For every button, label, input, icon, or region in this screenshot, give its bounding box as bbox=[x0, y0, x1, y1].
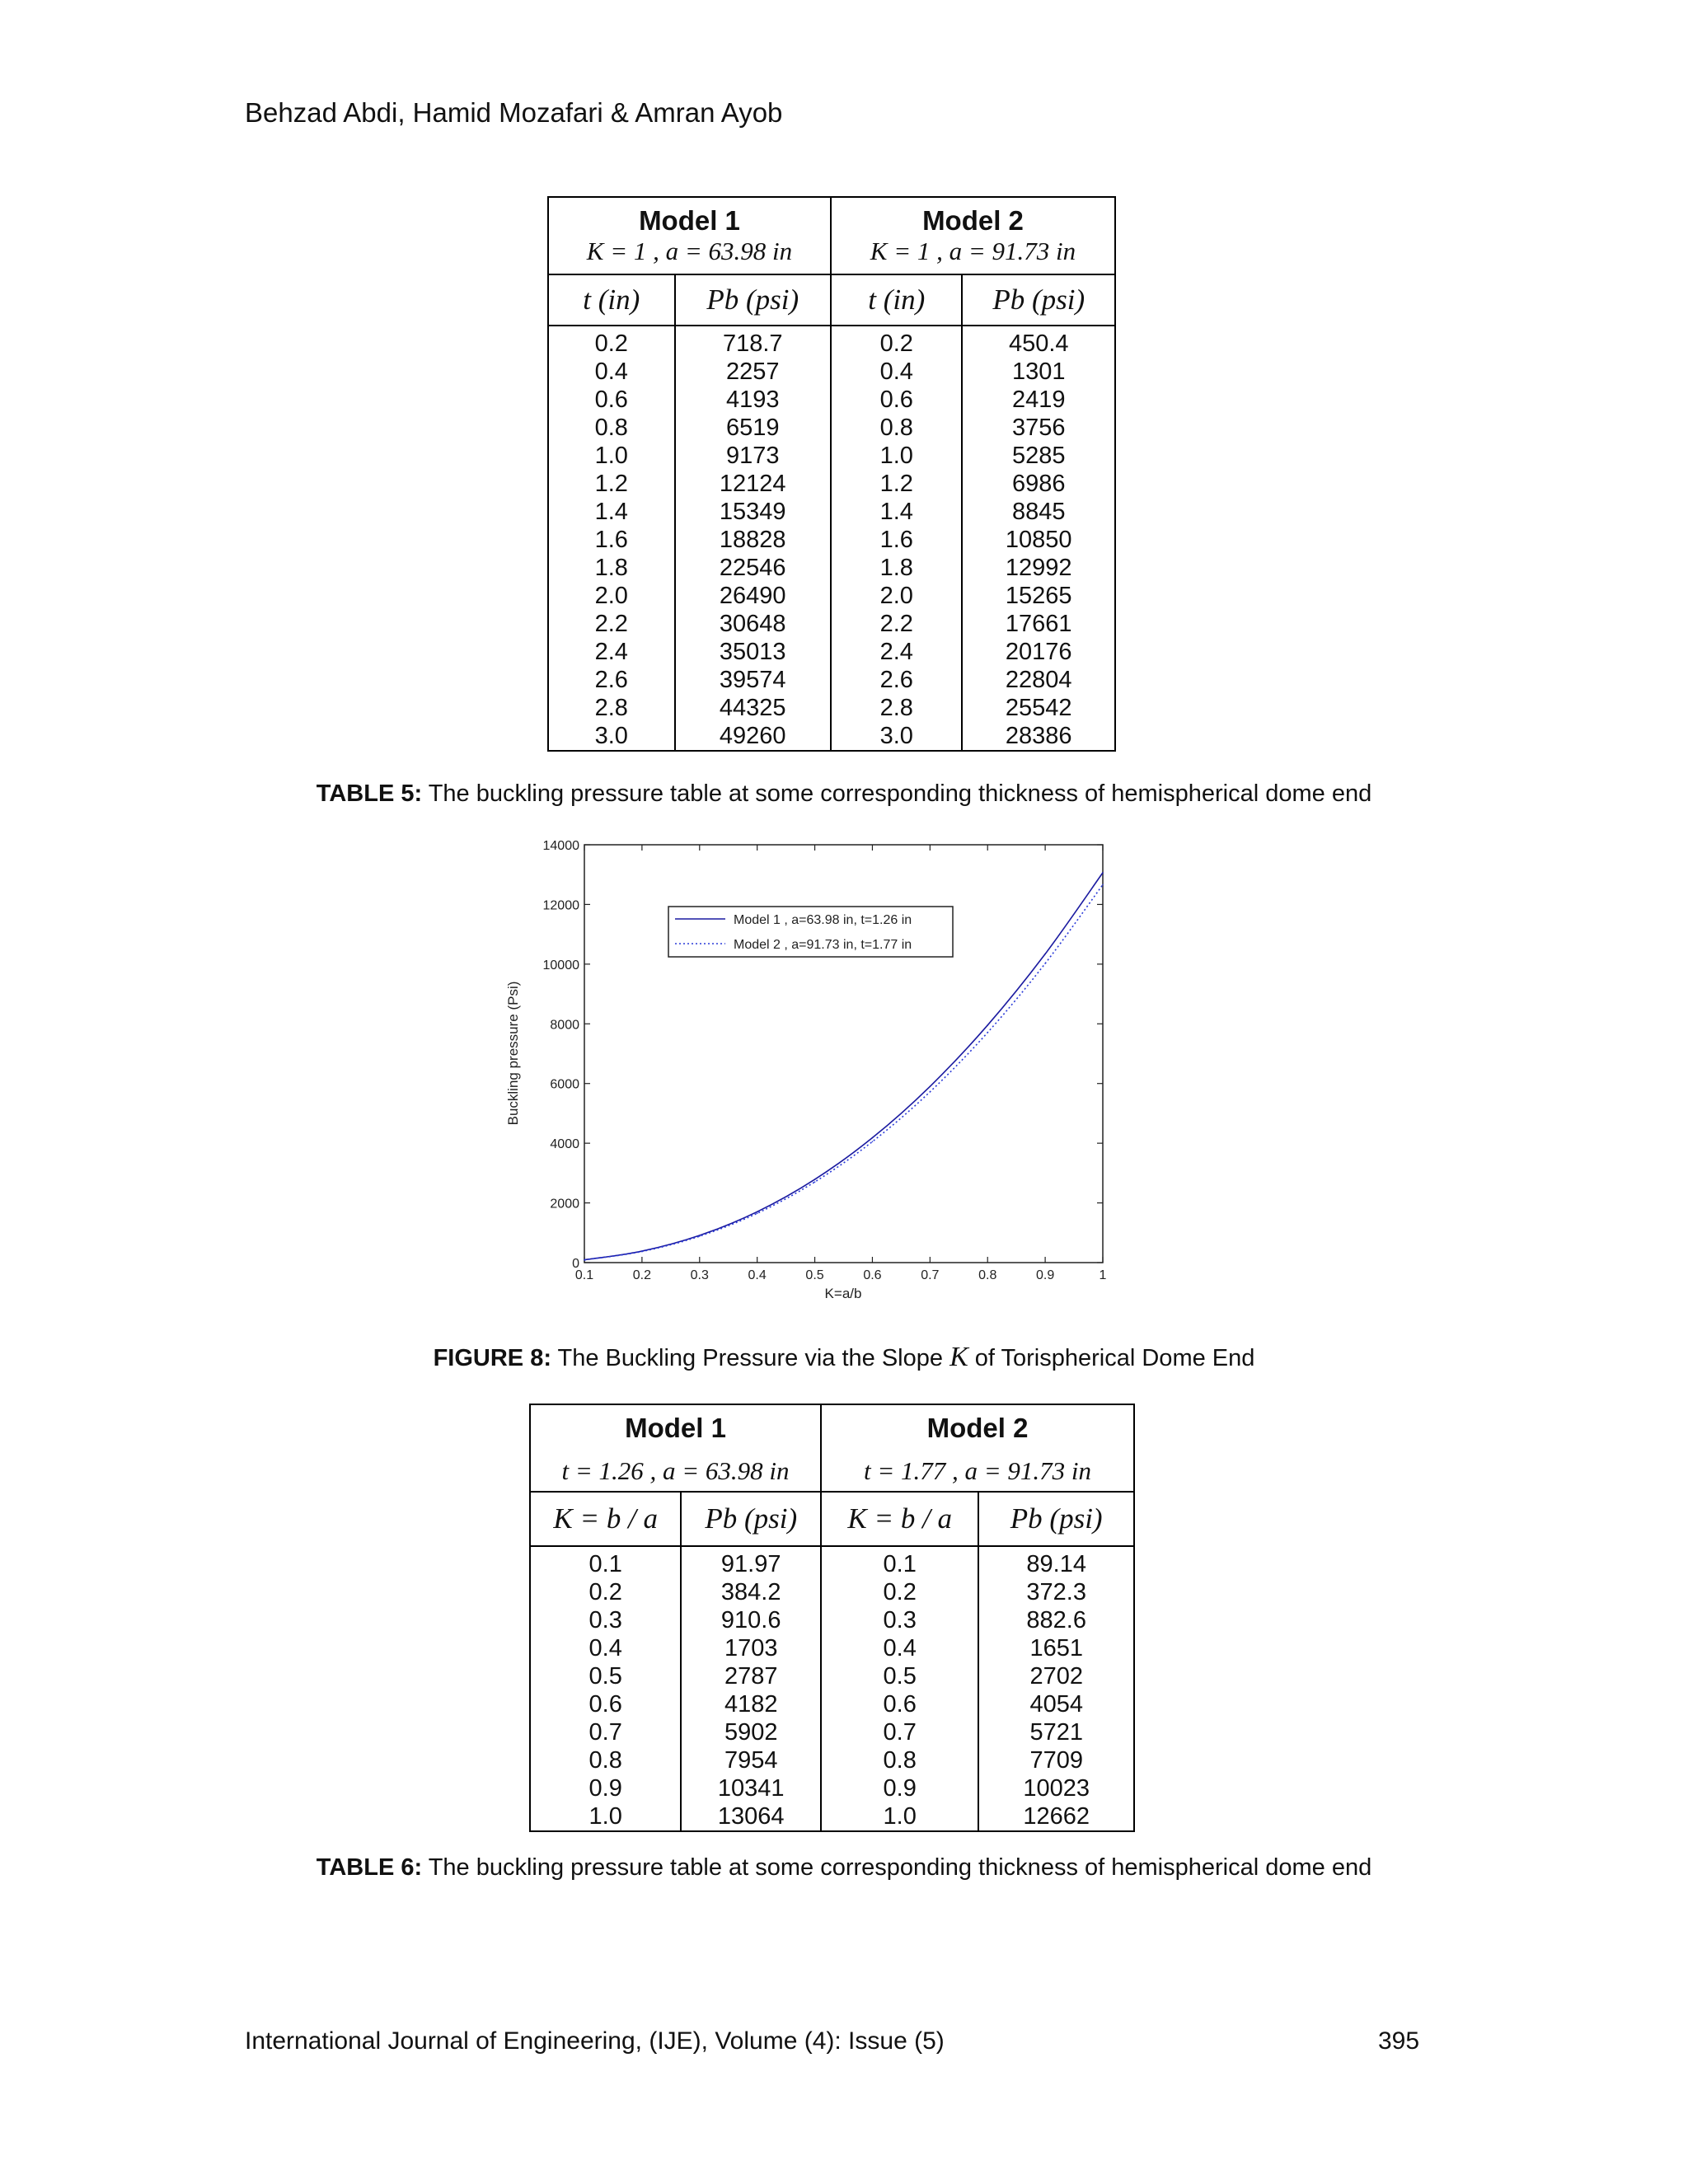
table5-cell: 2.8 bbox=[831, 694, 962, 722]
model1-data-point bbox=[987, 1024, 988, 1026]
table6-cell: 0.1 bbox=[530, 1546, 681, 1578]
table-6 bbox=[529, 1404, 1135, 1832]
table5-cell: 2.2 bbox=[831, 610, 962, 638]
table-row bbox=[530, 1606, 1134, 1634]
table-row bbox=[548, 666, 1115, 694]
table5-cell: 26490 bbox=[675, 582, 831, 610]
table5-caption-label: TABLE 5: bbox=[316, 780, 423, 807]
table6-cell: 1.0 bbox=[530, 1802, 681, 1831]
table6-cell: 0.7 bbox=[821, 1718, 978, 1746]
journal-footer: International Journal of Engineering, (IJE), Volume (4): Issue (5) bbox=[245, 2027, 945, 2055]
table5-cell: 25542 bbox=[962, 694, 1115, 722]
model2-data-point bbox=[814, 1181, 816, 1183]
table5-cell: 15349 bbox=[675, 498, 831, 526]
table6-cell: 4054 bbox=[978, 1690, 1134, 1718]
table5-col-t2: t (in) bbox=[831, 274, 962, 326]
table5-cell: 49260 bbox=[675, 722, 831, 751]
model2-data-point bbox=[584, 1259, 585, 1261]
table5-model1-header bbox=[548, 197, 831, 274]
table5-col-p2: Pb (psi) bbox=[962, 274, 1115, 326]
x-tick-label: 0.3 bbox=[690, 1268, 709, 1282]
table5-cell: 2.4 bbox=[548, 638, 675, 666]
x-axis-label: K=a/b bbox=[824, 1286, 862, 1301]
table5-cell: 12124 bbox=[675, 470, 831, 498]
table-row bbox=[530, 1802, 1134, 1831]
table6-cell: 2787 bbox=[681, 1662, 821, 1690]
table6-cell: 372.3 bbox=[978, 1578, 1134, 1606]
table5-cell: 6519 bbox=[675, 414, 831, 442]
figure8-caption-post: of Torispherical Dome End bbox=[968, 1345, 1255, 1371]
table6-model2-params: t = 1.77 , a = 91.73 in bbox=[863, 1456, 1092, 1485]
table5-cell: 28386 bbox=[962, 722, 1115, 751]
model1-data-point bbox=[872, 1137, 874, 1139]
x-tick-label: 0.8 bbox=[978, 1268, 997, 1282]
table-row bbox=[548, 582, 1115, 610]
x-tick-label: 0.2 bbox=[632, 1268, 652, 1282]
table6-col-k1: K = b / a bbox=[530, 1492, 681, 1546]
table5-col-p1: Pb (psi) bbox=[675, 274, 831, 326]
table-row bbox=[530, 1774, 1134, 1802]
table5-cell: 0.6 bbox=[548, 386, 675, 414]
table5-cell: 35013 bbox=[675, 638, 831, 666]
table-row bbox=[548, 386, 1115, 414]
table-row bbox=[548, 414, 1115, 442]
table6-model1-params-cell bbox=[530, 1451, 821, 1492]
table5-cell: 12992 bbox=[962, 554, 1115, 582]
table5-body bbox=[548, 326, 1115, 751]
table5-cell: 2.0 bbox=[831, 582, 962, 610]
model2-data-point bbox=[930, 1091, 931, 1093]
legend bbox=[668, 907, 953, 957]
table5-cell: 10850 bbox=[962, 526, 1115, 554]
table6-model2-title: Model 2 bbox=[926, 1413, 1029, 1443]
table6-cell: 7954 bbox=[681, 1746, 821, 1774]
table6-cell: 0.3 bbox=[821, 1606, 978, 1634]
table5-cell: 2419 bbox=[962, 386, 1115, 414]
table5-cell: 1.8 bbox=[548, 554, 675, 582]
table6-caption bbox=[0, 1854, 1688, 1882]
table-row bbox=[530, 1718, 1134, 1746]
model2-data-point bbox=[987, 1032, 988, 1033]
table5-cell: 3.0 bbox=[548, 722, 675, 751]
table6-cell: 0.8 bbox=[530, 1746, 681, 1774]
y-tick-label: 4000 bbox=[550, 1137, 579, 1152]
table6-cell: 384.2 bbox=[681, 1578, 821, 1606]
table5-caption-text: The buckling pressure table at some corresponding thickness of hemispherical dome end bbox=[422, 780, 1372, 807]
table5-cell: 9173 bbox=[675, 442, 831, 470]
model2-data-point bbox=[641, 1251, 643, 1253]
table5-cell: 1.6 bbox=[831, 526, 962, 554]
table-row bbox=[548, 470, 1115, 498]
y-axis-label: Buckling pressure (Psi) bbox=[505, 981, 521, 1126]
model2-data-point bbox=[699, 1235, 701, 1237]
y-tick-label: 8000 bbox=[550, 1018, 579, 1033]
table6-cell: 2702 bbox=[978, 1662, 1134, 1690]
y-tick-label: 2000 bbox=[550, 1197, 579, 1212]
table-row bbox=[530, 1634, 1134, 1662]
table5-cell: 2.6 bbox=[548, 666, 675, 694]
table-row bbox=[548, 526, 1115, 554]
table5-cell: 3756 bbox=[962, 414, 1115, 442]
table5-cell: 1301 bbox=[962, 358, 1115, 386]
table5-cell: 2257 bbox=[675, 358, 831, 386]
table6-col-k2: K = b / a bbox=[821, 1492, 978, 1546]
table5-cell: 2.8 bbox=[548, 694, 675, 722]
table6-col-p1: Pb (psi) bbox=[681, 1492, 821, 1546]
model1-data-point bbox=[757, 1212, 758, 1213]
table5-cell: 3.0 bbox=[831, 722, 962, 751]
table6-cell: 0.2 bbox=[821, 1578, 978, 1606]
table6-col-p2: Pb (psi) bbox=[978, 1492, 1134, 1546]
table-row bbox=[530, 1746, 1134, 1774]
y-tick-label: 0 bbox=[572, 1257, 579, 1271]
table6-cell: 0.9 bbox=[530, 1774, 681, 1802]
table6-model2-header bbox=[821, 1404, 1134, 1451]
table6-cell: 0.6 bbox=[821, 1690, 978, 1718]
table5-cell: 1.8 bbox=[831, 554, 962, 582]
table5-cell: 1.6 bbox=[548, 526, 675, 554]
table5-cell: 20176 bbox=[962, 638, 1115, 666]
table5-cell: 18828 bbox=[675, 526, 831, 554]
table-row bbox=[530, 1546, 1134, 1578]
table5-model1-title: Model 1 bbox=[639, 205, 740, 236]
table5-cell: 2.4 bbox=[831, 638, 962, 666]
model2-data-point bbox=[757, 1212, 758, 1214]
table5-model2-header bbox=[831, 197, 1115, 274]
model1-data-point bbox=[814, 1179, 816, 1180]
table-row bbox=[548, 638, 1115, 666]
table6-cell: 1.0 bbox=[821, 1802, 978, 1831]
model2-data-point bbox=[1044, 963, 1046, 964]
table-row bbox=[530, 1690, 1134, 1718]
table-row bbox=[548, 554, 1115, 582]
table6-cell: 0.7 bbox=[530, 1718, 681, 1746]
table6-cell: 5721 bbox=[978, 1718, 1134, 1746]
table6-cell: 0.2 bbox=[530, 1578, 681, 1606]
table6-cell: 0.8 bbox=[821, 1746, 978, 1774]
table6-cell: 0.4 bbox=[530, 1634, 681, 1662]
table6-cell: 89.14 bbox=[978, 1546, 1134, 1578]
model1-data-point bbox=[930, 1085, 931, 1087]
table6-cell: 4182 bbox=[681, 1690, 821, 1718]
table-row bbox=[548, 358, 1115, 386]
table5-cell: 450.4 bbox=[962, 326, 1115, 358]
legend-label-model2: Model 2 , a=91.73 in, t=1.77 in bbox=[734, 938, 912, 952]
table6-cell: 10023 bbox=[978, 1774, 1134, 1802]
table5-cell: 2.2 bbox=[548, 610, 675, 638]
table5-cell: 6986 bbox=[962, 470, 1115, 498]
x-tick-label: 0.7 bbox=[921, 1268, 940, 1282]
table5-caption bbox=[0, 780, 1688, 808]
table6-cell: 0.1 bbox=[821, 1546, 978, 1578]
table5-cell: 30648 bbox=[675, 610, 831, 638]
table-row bbox=[548, 326, 1115, 358]
table5-cell: 0.4 bbox=[548, 358, 675, 386]
table-row bbox=[530, 1578, 1134, 1606]
table6-body bbox=[530, 1546, 1134, 1831]
model2-data-point bbox=[1102, 884, 1104, 886]
table5-cell: 1.0 bbox=[548, 442, 675, 470]
model1-data-point bbox=[1044, 954, 1046, 955]
table5-cell: 0.2 bbox=[548, 326, 675, 358]
table6-cell: 5902 bbox=[681, 1718, 821, 1746]
table-5 bbox=[547, 196, 1116, 752]
figure8-caption bbox=[0, 1342, 1688, 1373]
table-row bbox=[548, 498, 1115, 526]
table5-cell: 22804 bbox=[962, 666, 1115, 694]
figure8-caption-label: FIGURE 8: bbox=[433, 1345, 551, 1371]
table5-cell: 1.2 bbox=[831, 470, 962, 498]
model1-data-point bbox=[1102, 872, 1104, 874]
table6-cell: 0.9 bbox=[821, 1774, 978, 1802]
table5-cell: 22546 bbox=[675, 554, 831, 582]
table6-cell: 7709 bbox=[978, 1746, 1134, 1774]
table6-cell: 12662 bbox=[978, 1802, 1134, 1831]
table6-cell: 910.6 bbox=[681, 1606, 821, 1634]
y-tick-label: 14000 bbox=[542, 839, 579, 853]
table6-caption-label: TABLE 6: bbox=[316, 1854, 423, 1881]
x-tick-label: 0.1 bbox=[574, 1268, 594, 1282]
table-row bbox=[548, 442, 1115, 470]
table6-cell: 1651 bbox=[978, 1634, 1134, 1662]
table6-cell: 0.6 bbox=[530, 1690, 681, 1718]
table6-cell: 0.5 bbox=[530, 1662, 681, 1690]
table5-model1-params: K = 1 , a = 63.98 in bbox=[586, 237, 793, 265]
table6-model1-params: t = 1.26 , a = 63.98 in bbox=[561, 1456, 790, 1485]
table6-cell: 0.3 bbox=[530, 1606, 681, 1634]
table5-cell: 4193 bbox=[675, 386, 831, 414]
table6-model2-params-cell bbox=[821, 1451, 1134, 1492]
table6-cell: 13064 bbox=[681, 1802, 821, 1831]
table5-cell: 5285 bbox=[962, 442, 1115, 470]
table5-cell: 718.7 bbox=[675, 326, 831, 358]
table-row bbox=[548, 722, 1115, 751]
table5-cell: 15265 bbox=[962, 582, 1115, 610]
legend-label-model1: Model 1 , a=63.98 in, t=1.26 in bbox=[734, 913, 912, 927]
x-tick-label: 0.5 bbox=[805, 1268, 824, 1282]
table5-model2-params: K = 1 , a = 91.73 in bbox=[870, 237, 1076, 265]
table5-cell: 0.8 bbox=[548, 414, 675, 442]
table6-model1-header bbox=[530, 1404, 821, 1451]
table5-cell: 2.6 bbox=[831, 666, 962, 694]
table5-cell: 39574 bbox=[675, 666, 831, 694]
table-row bbox=[548, 610, 1115, 638]
running-header: Behzad Abdi, Hamid Mozafari & Amran Ayob bbox=[245, 97, 783, 128]
table5-cell: 0.6 bbox=[831, 386, 962, 414]
x-tick-label: 1 bbox=[1099, 1268, 1107, 1282]
x-tick-label: 0.6 bbox=[863, 1268, 882, 1282]
page-number: 395 bbox=[1378, 2027, 1420, 2055]
figure8-chart bbox=[503, 832, 1121, 1319]
table5-cell: 8845 bbox=[962, 498, 1115, 526]
table5-cell: 1.4 bbox=[831, 498, 962, 526]
y-tick-label: 10000 bbox=[542, 958, 579, 972]
table6-cell: 91.97 bbox=[681, 1546, 821, 1578]
table5-cell: 0.2 bbox=[831, 326, 962, 358]
table5-cell: 0.8 bbox=[831, 414, 962, 442]
table6-caption-text: The buckling pressure table at some corresponding thickness of hemispherical dome end bbox=[422, 1854, 1372, 1881]
table5-cell: 0.4 bbox=[831, 358, 962, 386]
table6-cell: 1703 bbox=[681, 1634, 821, 1662]
table6-cell: 882.6 bbox=[978, 1606, 1134, 1634]
table6-cell: 0.4 bbox=[821, 1634, 978, 1662]
x-tick-label: 0.4 bbox=[748, 1268, 767, 1282]
figure8-caption-k: K bbox=[950, 1342, 968, 1372]
table5-cell: 2.0 bbox=[548, 582, 675, 610]
y-tick-label: 6000 bbox=[550, 1077, 579, 1092]
table5-cell: 17661 bbox=[962, 610, 1115, 638]
table-row bbox=[548, 694, 1115, 722]
table5-model2-title: Model 2 bbox=[922, 205, 1024, 236]
model2-data-point bbox=[872, 1141, 874, 1142]
table5-col-t1: t (in) bbox=[548, 274, 675, 326]
table6-cell: 10341 bbox=[681, 1774, 821, 1802]
y-tick-label: 12000 bbox=[542, 898, 579, 913]
table6-cell: 0.5 bbox=[821, 1662, 978, 1690]
table5-cell: 1.2 bbox=[548, 470, 675, 498]
figure8-caption-pre: The Buckling Pressure via the Slope bbox=[551, 1345, 950, 1371]
table-row bbox=[530, 1662, 1134, 1690]
table5-cell: 1.4 bbox=[548, 498, 675, 526]
table5-cell: 1.0 bbox=[831, 442, 962, 470]
x-tick-label: 0.9 bbox=[1035, 1268, 1055, 1282]
table5-cell: 44325 bbox=[675, 694, 831, 722]
table6-model1-title: Model 1 bbox=[625, 1413, 726, 1443]
